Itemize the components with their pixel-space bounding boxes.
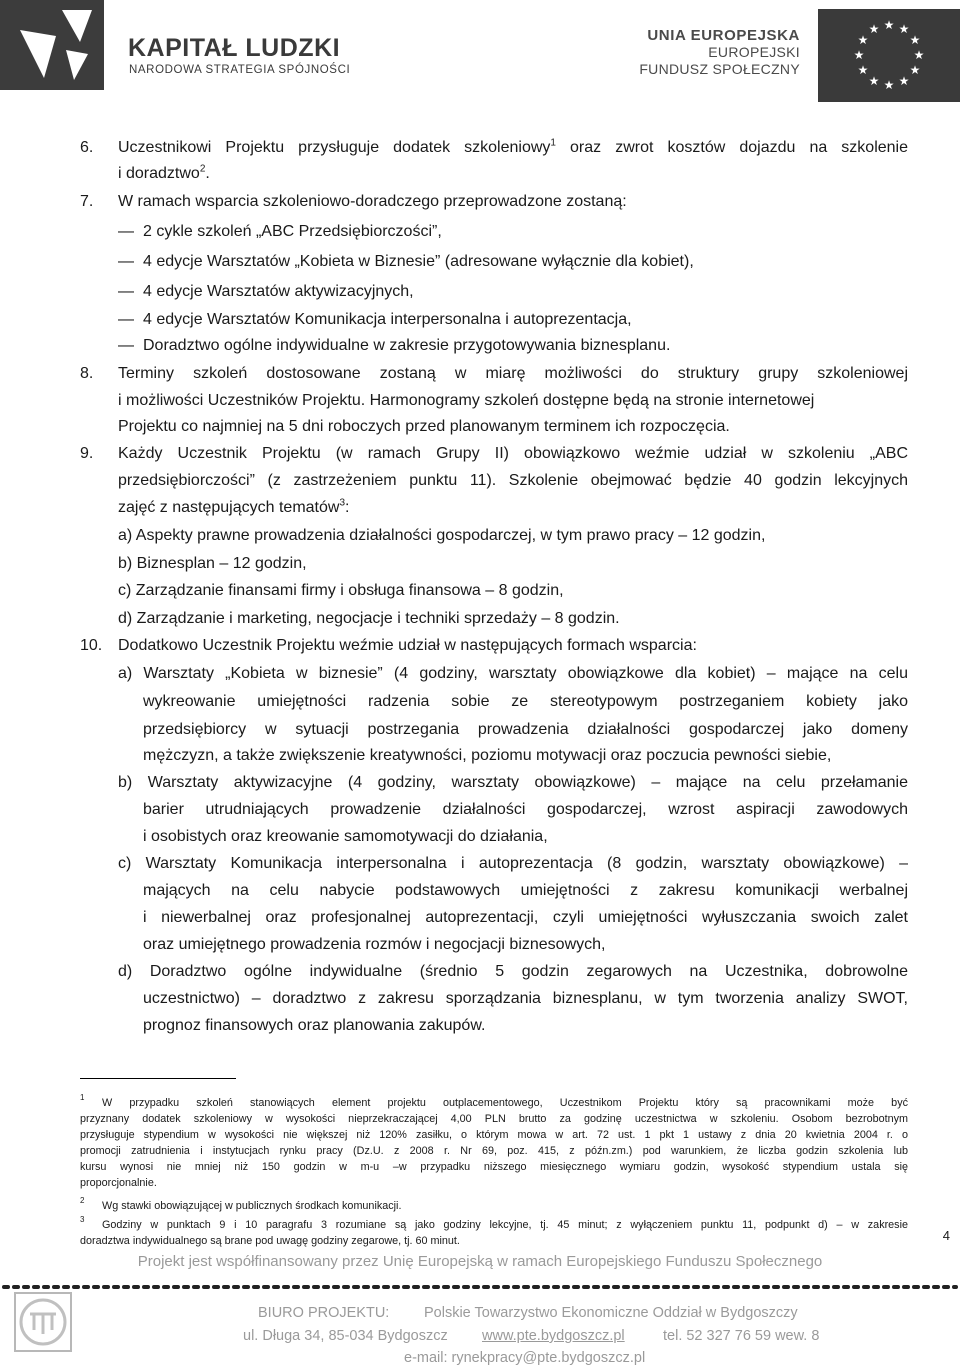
kapital-ludzki-title: KAPITAŁ LUDZKI bbox=[128, 34, 341, 62]
footnote-2-number: 2 bbox=[80, 1196, 85, 1205]
eu-star-icon: ★ bbox=[898, 22, 910, 37]
eu-star-icon: ★ bbox=[913, 48, 925, 62]
item-9-sub-a: a) Aspekty prawne prowadzenia działalności gospodarczej, w tym prawo pracy – 12 godzin, bbox=[118, 527, 766, 544]
item-8-line-2: i możliwości Uczestników Projektu. Harmonogramy szkoleń dostępne będą na stronie internetowej bbox=[118, 392, 815, 409]
dash-icon: — bbox=[118, 253, 134, 270]
footer-biuro-name: Polskie Towarzystwo Ekonomiczne Oddział w Bydgoszczy bbox=[424, 1305, 798, 1321]
item-10-b-line-3: i osobistych oraz kreowanie samomotywacji do działania, bbox=[143, 828, 548, 845]
item-10-a-line-3: przedsiębiorcy w sytuacji postrzegania prowadzenia działalności gospodarczej jako domeny bbox=[143, 721, 908, 738]
eu-star-icon: ★ bbox=[883, 18, 895, 32]
footnote-ref-2: 2 bbox=[199, 163, 206, 175]
item-8-number: 8. bbox=[80, 365, 94, 382]
item-10-a-line-2: wykreowanie umiejętności radzenia sobie ze stereotypowym postrzeganiem kobiety jako bbox=[143, 693, 908, 710]
pte-logo-icon bbox=[14, 1292, 72, 1352]
footer-email: e-mail: rynekpracy@pte.bydgoszcz.pl bbox=[404, 1350, 646, 1366]
footer-phone: tel. 52 327 76 59 wew. 8 bbox=[663, 1328, 820, 1344]
item-10-b-line-1: b) Warsztaty aktywizacyjne (4 godziny, warsztaty obowiązkowe) – mające na celu przełamanie bbox=[118, 774, 908, 791]
item-6-line-1 bbox=[118, 138, 908, 158]
item-6-text-d: . bbox=[205, 165, 210, 182]
item-7-number: 7. bbox=[80, 193, 94, 210]
item-10-number: 10. bbox=[80, 637, 103, 654]
eu-star-icon: ★ bbox=[868, 73, 880, 88]
eu-star-icon: ★ bbox=[868, 22, 880, 37]
footnote-1-number: 1 bbox=[80, 1093, 85, 1102]
item-7-bullet-2: 4 edycje Warsztatów „Kobieta w Biznesie” (adresowane wyłącznie dla kobiet), bbox=[143, 253, 694, 270]
eu-star-icon: ★ bbox=[909, 63, 921, 77]
item-6-text-a: Uczestnikowi Projektu przysługuje dodatek szkoleniowy bbox=[118, 139, 551, 156]
item-8-line-1: Terminy szkoleń dostosowane zostaną w miarę możliwości do struktury grupy szkoleniowej bbox=[118, 365, 908, 382]
item-9-line-3 bbox=[118, 498, 349, 518]
item-10-d-line-3: prognoz finansowych oraz planowania zakupów. bbox=[143, 1017, 486, 1034]
footer-project-line: Projekt jest współfinansowany przez Unię Europejską w ramach Europejskiego Funduszu Społecznego bbox=[137, 1253, 823, 1270]
eu-line-2: EUROPEJSKI bbox=[708, 44, 800, 60]
eu-star-icon: ★ bbox=[853, 48, 865, 62]
footnote-1-line-2: przyznany dodatek szkoleniowy w wysokości nieprzekraczającej 4,00 PLN brutto za godzinę uczestnictwa w szkoleniu. Osobom bezrobotnym bbox=[80, 1113, 908, 1125]
eu-flag-icon bbox=[818, 9, 960, 102]
footnote-3-line-2: doradztwa indywidualnego są brane pod uwagę godziny zegarowe, tj. 60 minut. bbox=[80, 1235, 460, 1247]
item-9-sub-b: b) Biznesplan – 12 godzin, bbox=[118, 555, 307, 572]
item-10-d-line-1: d) Doradztwo ogólne indywidualne (średnio 5 godzin zegarowych na Uczestnika, dobrowolne bbox=[118, 963, 908, 980]
item-7-bullet-1: 2 cykle szkoleń „ABC Przedsiębiorczości”, bbox=[143, 223, 442, 240]
item-9-sub-d: d) Zarządzanie i marketing, negocjacje i techniki sprzedaży – 8 godzin. bbox=[118, 610, 620, 627]
item-6-text-c: i doradztwo bbox=[118, 165, 200, 182]
kapital-ludzki-logo-icon bbox=[0, 0, 104, 90]
item-9-text-b: : bbox=[345, 499, 350, 516]
footnote-2-text: Wg stawki obowiązującej w publicznych środkach komunikacji. bbox=[102, 1200, 402, 1212]
dash-icon: — bbox=[118, 311, 134, 328]
kapital-ludzki-subtitle: NARODOWA STRATEGIA SPÓJNOŚCI bbox=[129, 64, 351, 76]
item-7-bullet-4: 4 edycje Warsztatów Komunikacja interpersonalna i autoprezentacja, bbox=[143, 311, 632, 328]
item-10-c-line-3: i niewerbalnej oraz profesjonalnej autoprezentacji, czyli umiejętności wyłuszczania swoich zalet bbox=[143, 909, 908, 926]
item-9-text-a: zajęć z następujących tematów bbox=[118, 499, 340, 516]
dash-icon: — bbox=[118, 337, 134, 354]
item-10-c-line-1: c) Warsztaty Komunikacja interpersonalna i autoprezentacja (8 godzin, warsztaty obowiązkowe) – bbox=[118, 855, 908, 872]
item-7-bullet-3: 4 edycje Warsztatów aktywizacyjnych, bbox=[143, 283, 414, 300]
eu-star-icon: ★ bbox=[857, 33, 869, 47]
eu-star-icon: ★ bbox=[883, 78, 895, 92]
eu-star-icon: ★ bbox=[857, 63, 869, 77]
item-10-a-line-1: a) Warsztaty „Kobieta w biznesie” (4 godziny, warsztaty obowiązkowe dla kobiet) – mające na celu bbox=[118, 665, 908, 682]
eu-star-icon: ★ bbox=[909, 33, 921, 47]
footnote-ref-1: 1 bbox=[550, 137, 556, 149]
footnote-1-line-6: proporcjonalnie. bbox=[80, 1177, 157, 1189]
item-7-bullet-5: Doradztwo ogólne indywidualne w zakresie przygotowywania biznesplanu. bbox=[143, 337, 671, 354]
footnote-1-line-3: przysługuje stypendium w wysokości nie większej niż 120% zasiłku, o którym mowa w art. 72 ust. 1 pkt 1 ustawy z dnia 20 kwietnia 2004 r. o bbox=[80, 1129, 908, 1141]
item-10-b-line-2: barier utrudniających prowadzenie działalności gospodarczej, wzrost aspiracji zawodowych bbox=[143, 801, 908, 818]
footnote-ref-3: 3 bbox=[339, 497, 346, 509]
eu-label bbox=[639, 27, 800, 78]
item-9-line-1: Każdy Uczestnik Projektu (w ramach Grupy II) obowiązkowo weźmie udział w szkoleniu „ABC bbox=[118, 445, 908, 462]
item-6-text-b: oraz zwrot kosztów dojazdu na szkolenie bbox=[555, 139, 908, 156]
dash-icon: — bbox=[118, 223, 134, 240]
footnote-3-number: 3 bbox=[80, 1215, 85, 1224]
item-10-intro: Dodatkowo Uczestnik Projektu weźmie udział w następujących formach wsparcia: bbox=[118, 637, 697, 654]
footnote-1-line-5: kursu wynosi nie mniej niż 150 godzin w m-u –w przypadku niższego miesięcznego wymiaru godzin, wysokość stypendium ustala się bbox=[80, 1161, 908, 1173]
page-number: 4 bbox=[942, 1228, 950, 1243]
item-6-line-2 bbox=[118, 164, 210, 184]
dash-icon: — bbox=[118, 283, 134, 300]
footer-address: ul. Długa 34, 85-034 Bydgoszcz bbox=[243, 1328, 448, 1344]
footnote-1-line-1: W przypadku szkoleń stanowiących element projektu outplacementowego, Uczestnikom Projektu który są pracownikami może być bbox=[102, 1097, 908, 1109]
item-9-number: 9. bbox=[80, 445, 94, 462]
item-9-sub-c: c) Zarządzanie finansami firmy i obsługa finansowa – 8 godzin, bbox=[118, 582, 564, 599]
footer-biuro-label: BIURO PROJEKTU: bbox=[258, 1305, 390, 1321]
item-10-d-line-2: uczestnictwo) – doradztwo z zakresu sporządzania biznesplanu, w tym tworzenia analizy SWOT, bbox=[143, 990, 908, 1007]
item-10-c-line-2: mających na celu nabycie podstawowych umiejętności z zakresu komunikacji werbalnej bbox=[143, 882, 908, 899]
item-10-a-line-4: mężczyzn, a także zwiększenie kreatywności, poziomu motywacji oraz poczucia pewności siebie, bbox=[143, 747, 832, 764]
footnote-1-line-4: promocji zatrudnienia i instytucjach rynku pracy (Dz.U. z 2008 r. Nr 69, poz. 415, z późn.zm.) pod warunkiem, że liczba godzin szkolenia lub bbox=[80, 1145, 908, 1157]
footer-dotted-divider bbox=[0, 1278, 960, 1286]
eu-line-1: UNIA EUROPEJSKA bbox=[647, 27, 800, 44]
eu-line-3: FUNDUSZ SPOŁECZNY bbox=[639, 61, 800, 77]
eu-star-icon: ★ bbox=[898, 73, 910, 88]
item-7-intro: W ramach wsparcia szkoleniowo-doradczego przeprowadzone zostaną: bbox=[118, 193, 627, 210]
item-10-c-line-4: oraz umiejętnego prowadzenia rozmów i negocjacji biznesowych, bbox=[143, 936, 606, 953]
item-9-line-2: przedsiębiorczości” (z zastrzeżeniem punktu 11). Szkolenie obejmować będzie 40 godzin lekcyjnych bbox=[118, 472, 908, 489]
footnote-divider bbox=[80, 1078, 236, 1079]
item-6-number: 6. bbox=[80, 139, 94, 156]
item-8-line-3: Projektu co najmniej na 5 dni roboczych przed planowanym terminem ich rozpoczęcia. bbox=[118, 418, 730, 435]
footer-website-link[interactable]: www.pte.bydgoszcz.pl bbox=[482, 1328, 625, 1344]
footnote-3-line-1: Godziny w punktach 9 i 10 paragrafu 3 rozumiane są jako godziny lekcyjne, tj. 45 minut; z wyłączeniem punktu 11, podpunkt d) – w zakresie bbox=[102, 1219, 908, 1231]
